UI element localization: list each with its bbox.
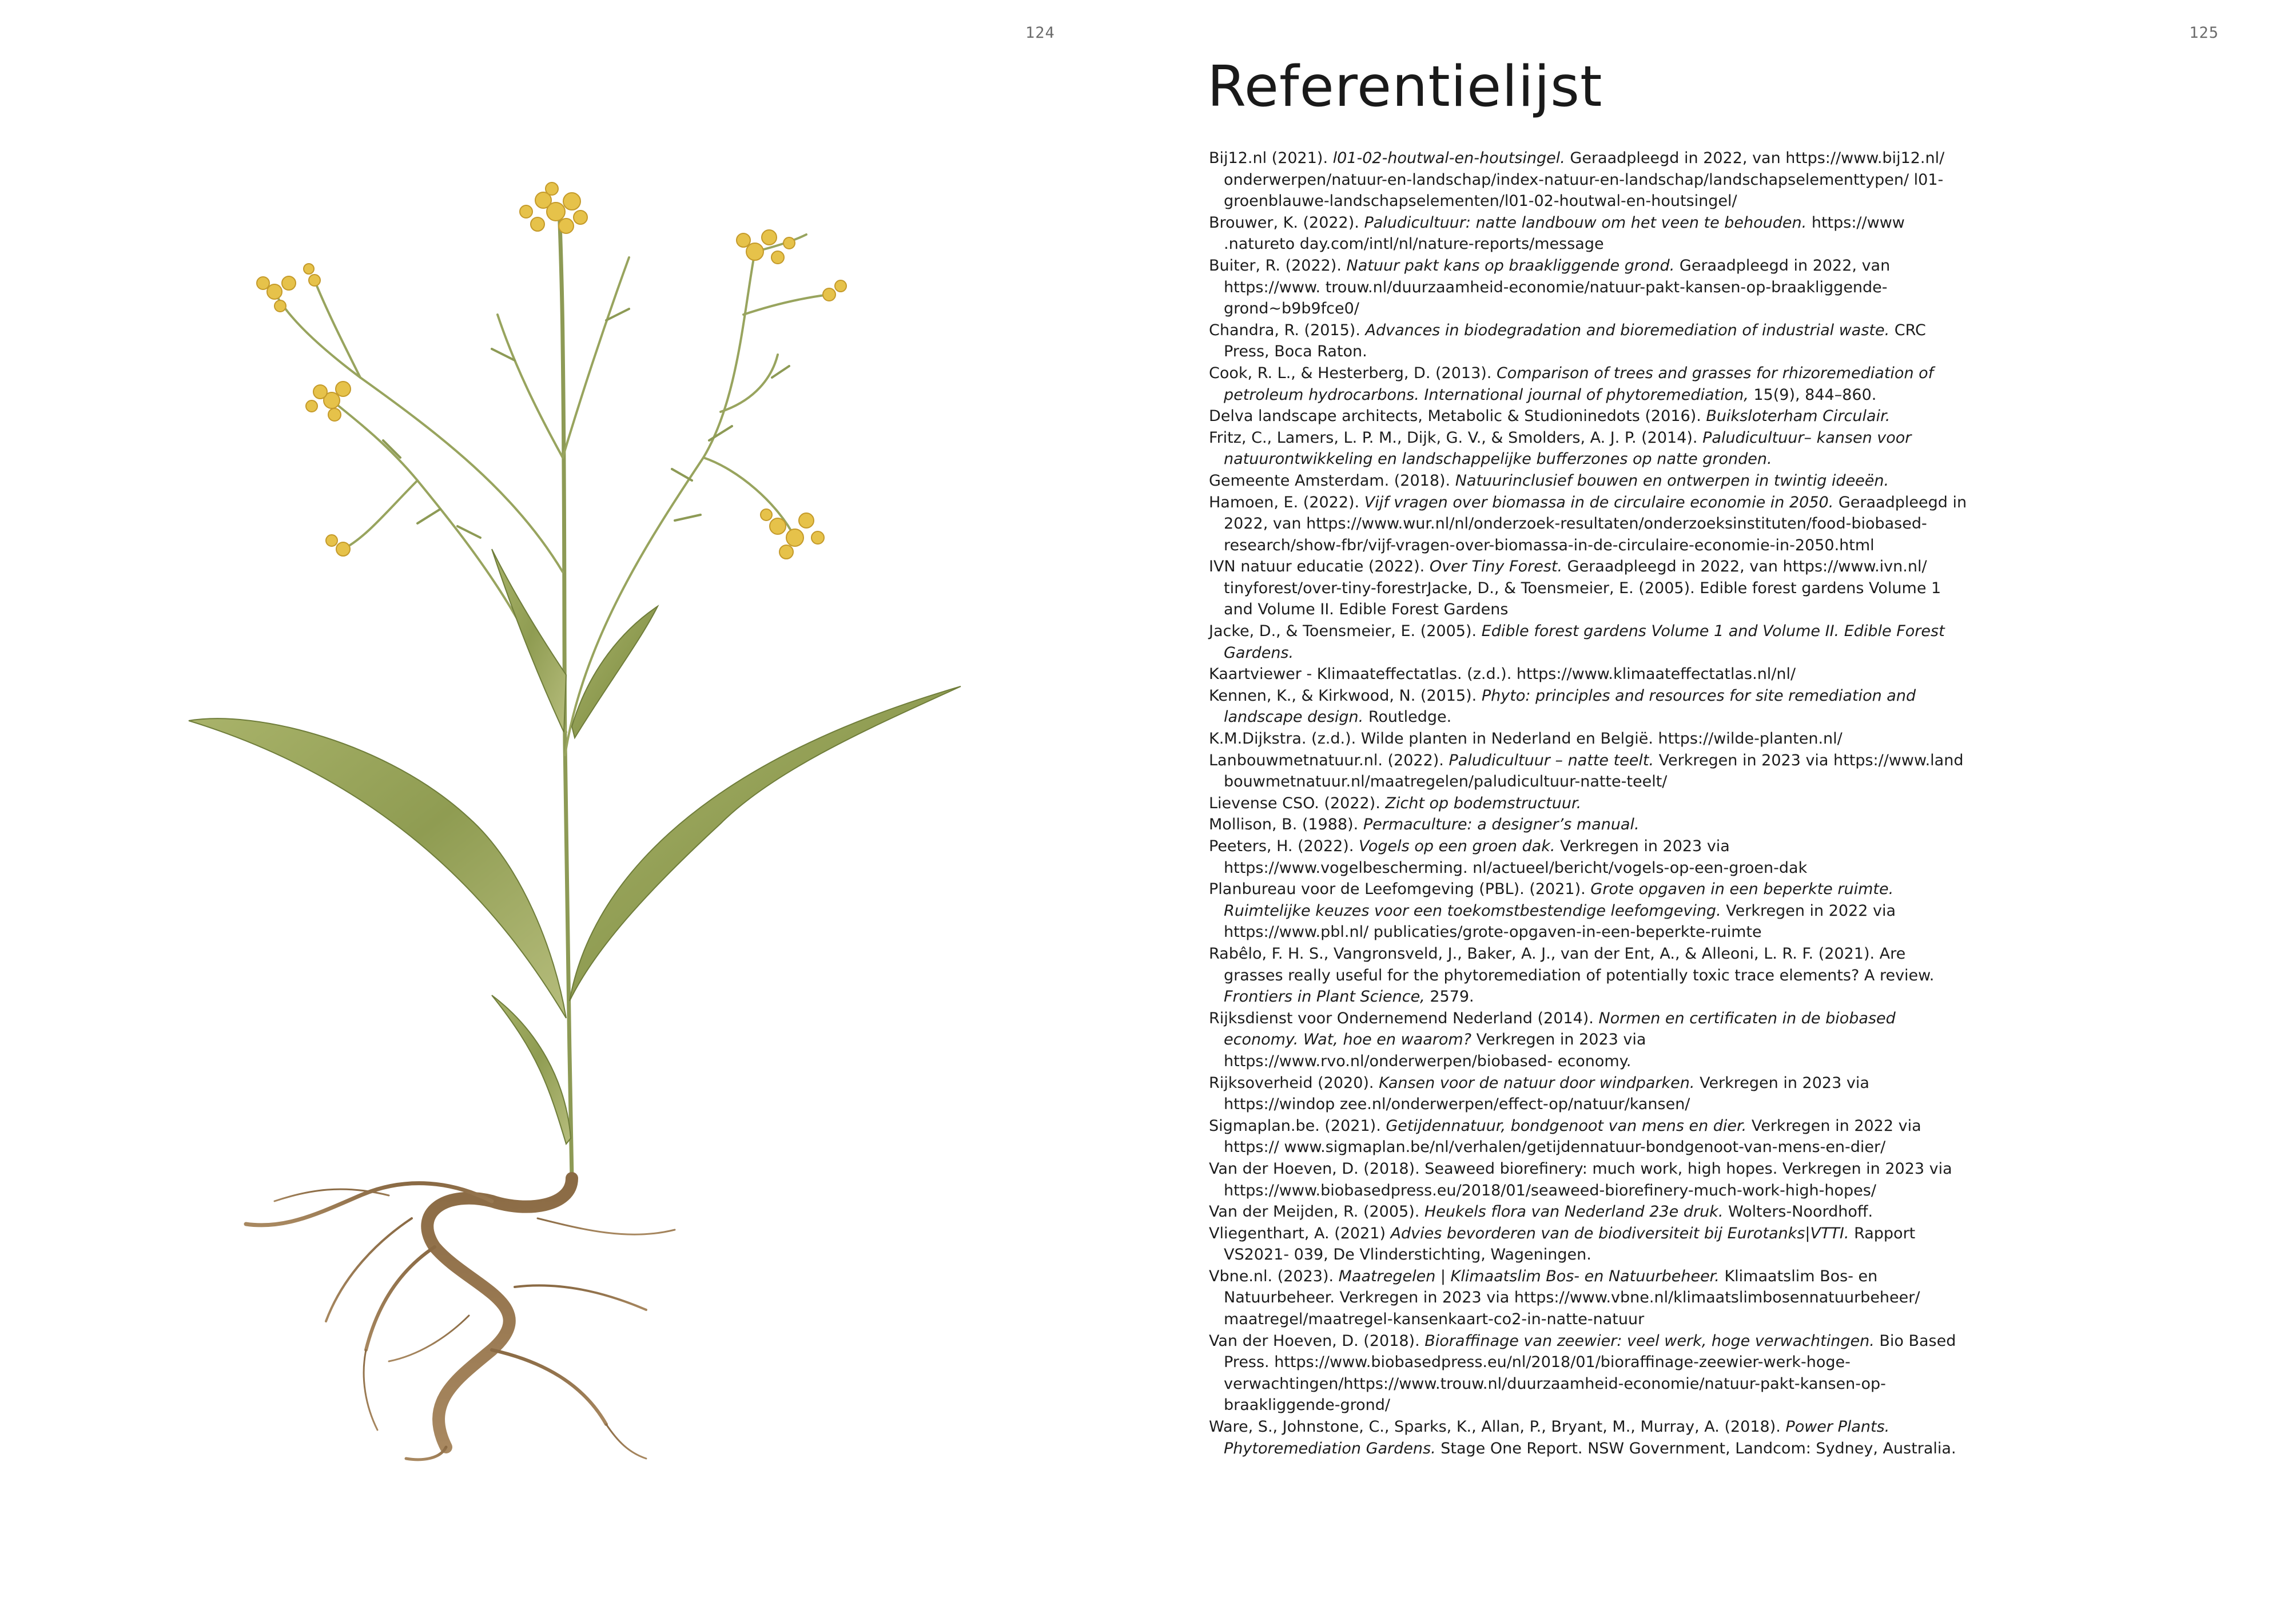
reference-item: Rijksdienst voor Ondernemend Nederland (2014). Normen en certificaten in de biobased economy. Wat, hoe en waarom? Verkregen in 2023 via https://www.rvo.nl/onderwerpen/biobased- economy. bbox=[1209, 1009, 1896, 1070]
page-title: Referentielijst bbox=[1207, 54, 1603, 120]
reference-item: Van der Hoeven, D. (2018). Seaweed biorefinery: much work, high hopes. Verkregen in 2023 via https://www.biobasedpress.eu/2018/01/seaweed-biorefinery-much-work-high-hopes/ bbox=[1209, 1159, 1952, 1199]
reference-item: Vliegenthart, A. (2021) Advies bevorderen van de biodiversiteit bij Eurotanks|VTTI. Rapport VS2021- 039, De Vlinderstichting, Wageningen. bbox=[1209, 1224, 1916, 1264]
plant-illustration bbox=[172, 172, 984, 1464]
reference-item: Buiter, R. (2022). Natuur pakt kans op braakliggende grond. Geraadpleegd in 2022, van https://www. trouw.nl/duurzaamheid-economie/natuur-pakt-kansen-op-braakliggende-grond~b9b9fce0/ bbox=[1209, 256, 1891, 318]
reference-item: Gemeente Amsterdam. (2018). Natuurinclusief bouwen en ontwerpen in twintig ideeën. bbox=[1209, 471, 1889, 490]
reference-item: Van der Hoeven, D. (2018). Bioraffinage van zeewier: veel werk, hoge verwachtingen. Bio Based Press. https://www.biobasedpress.eu/nl/2018/01/bioraffinage-zeewier-werk-hoge- verwachtingen/https://www.trouw.nl/duurzaamheid-economie/natuur-pakt-kansen-op- braakliggende-grond/ bbox=[1209, 1332, 1956, 1415]
reference-item: Hamoen, E. (2022). Vijf vragen over biomassa in de circulaire economie in 2050. Geraadpleegd in 2022, van https://www.wur.nl/nl/onderzoek-resultaten/onderzoeksinstituten/food-biobased- research/show-fbr/vijf-vragen-over-biomassa-in-de-circulaire-economie-in-2050.html bbox=[1209, 493, 1967, 554]
reference-item: Vbne.nl. (2023). Maatregelen | Klimaatslim Bos- en Natuurbeheer. Klimaatslim Bos- en Natuurbeheer. Verkregen in 2023 via https://www.vbne.nl/klimaatslimbosennatuurbeheer/ maatregel/maatregel-kansenkaart-co2-in-natte-natuur bbox=[1209, 1267, 1920, 1329]
reference-item: Cook, R. L., & Hesterberg, D. (2013). Comparison of trees and grasses for rhizoremediation of petroleum hydrocarbons. International journal of phytoremediation, 15(9), 844–860. bbox=[1209, 364, 1934, 404]
reference-item: Delva landscape architects, Metabolic & Studioninedots (2016). Buiksloterham Circulair. bbox=[1209, 407, 1891, 426]
right-page bbox=[1148, 0, 2296, 1621]
reference-item: Ware, S., Johnstone, C., Sparks, K., Allan, P., Bryant, M., Murray, A. (2018). Power Plants. Phytoremediation Gardens. Stage One Report. NSW Government, Landcom: Sydney, Australia. bbox=[1209, 1418, 1956, 1457]
reference-list bbox=[1209, 148, 1969, 1459]
flower-clusters bbox=[257, 182, 846, 559]
page-number-right: 125 bbox=[2189, 24, 2219, 42]
roots bbox=[246, 1178, 675, 1460]
leaves bbox=[189, 549, 961, 1144]
reference-item: Rijksoverheid (2020). Kansen voor de natuur door windparken. Verkregen in 2023 via https://windop zee.nl/onderwerpen/effect-op/natuur/kansen/ bbox=[1209, 1074, 1869, 1114]
reference-item: K.M.Dijkstra. (z.d.). Wilde planten in Nederland en België. https://wilde-planten.nl/ bbox=[1209, 730, 1843, 748]
reference-item: Chandra, R. (2015). Advances in biodegradation and bioremediation of industrial waste. CRC Press, Boca Raton. bbox=[1209, 321, 1926, 361]
reference-item: Kennen, K., & Kirkwood, N. (2015). Phyto: principles and resources for site remediation and landscape design. Routledge. bbox=[1209, 686, 1916, 726]
reference-item: Bij12.nl (2021). l01-02-houtwal-en-houtsingel. Geraadpleegd in 2022, van https://www.bij12.nl/ onderwerpen/natuur-en-landschap/index-natuur-en-landschap/landschapselementtypen/ l01-groenblauwe-landschapselementen/l01-02-houtwal-en-houtsingel/ bbox=[1209, 149, 1945, 210]
reference-item: Lievense CSO. (2022). Zicht op bodemstructuur. bbox=[1209, 794, 1582, 812]
reference-item: Van der Meijden, R. (2005). Heukels flora van Nederland 23e druk. Wolters-Noordhoff. bbox=[1209, 1203, 1873, 1221]
reference-item: IVN natuur educatie (2022). Over Tiny Forest. Geraadpleegd in 2022, van https://www.ivn.nl/ tinyforest/over-tiny-forestrJacke, D., & Toensmeier, E. (2005). Edible forest gardens Volume 1 and Volume II. Edible Forest Gardens bbox=[1209, 558, 1941, 619]
reference-item: Jacke, D., & Toensmeier, E. (2005). Edible forest gardens Volume 1 and Volume II. Edible Forest Gardens. bbox=[1209, 622, 1945, 662]
reference-item: Brouwer, K. (2022). Paludicultuur: natte landbouw om het veen te behouden. https://www .natureto day.com/intl/nl/nature-reports/message bbox=[1209, 213, 1905, 253]
reference-item: Peeters, H. (2022). Vogels op een groen dak. Verkregen in 2023 via https://www.vogelbescherming. nl/actueel/bericht/vogels-op-een-groen-dak bbox=[1209, 837, 1808, 877]
reference-item: Fritz, C., Lamers, L. P. M., Dijk, G. V., & Smolders, A. J. P. (2014). Paludicultuur– kansen voor natuurontwikkeling en landschappelijke bufferzones op natte gronden. bbox=[1209, 428, 1912, 468]
reference-item: Planbureau voor de Leefomgeving (PBL). (2021). Grote opgaven in een beperkte ruimte. Ruimtelijke keuzes voor een toekomstbestendige leefomgeving. Verkregen in 2022 via https://www.pbl.nl/ publicaties/grote-opgaven-in-een-beperkte-ruimte bbox=[1209, 880, 1896, 941]
reference-item: Lanbouwmetnatuur.nl. (2022). Paludicultuur – natte teelt. Verkregen in 2023 via https://www.land bouwmetnatuur.nl/maatregelen/paludicultuur-natte-teelt/ bbox=[1209, 751, 1964, 791]
reference-item: Rabêlo, F. H. S., Vangronsveld, J., Baker, A. J., van der Ent, A., & Alleoni, L. R. F. (2021). Are grasses really useful for the phytoremediation of potentially toxic trace elements? A review. Frontiers in Plant Science, 2579. bbox=[1209, 944, 1935, 1006]
reference-item: Mollison, B. (1988). Permaculture: a designer’s manual. bbox=[1209, 816, 1640, 834]
page-number-left: 124 bbox=[1025, 24, 1055, 42]
reference-item: Sigmaplan.be. (2021). Getijdennatuur, bondgenoot van mens en dier. Verkregen in 2022 via https:// www.sigmaplan.be/nl/verhalen/getijdennatuur-bondgenoot-van-mens-en-dier/ bbox=[1209, 1117, 1921, 1157]
reference-item: Kaartviewer - Klimaateffectatlas. (z.d.). https://www.klimaateffectatlas.nl/nl/ bbox=[1209, 665, 1796, 684]
